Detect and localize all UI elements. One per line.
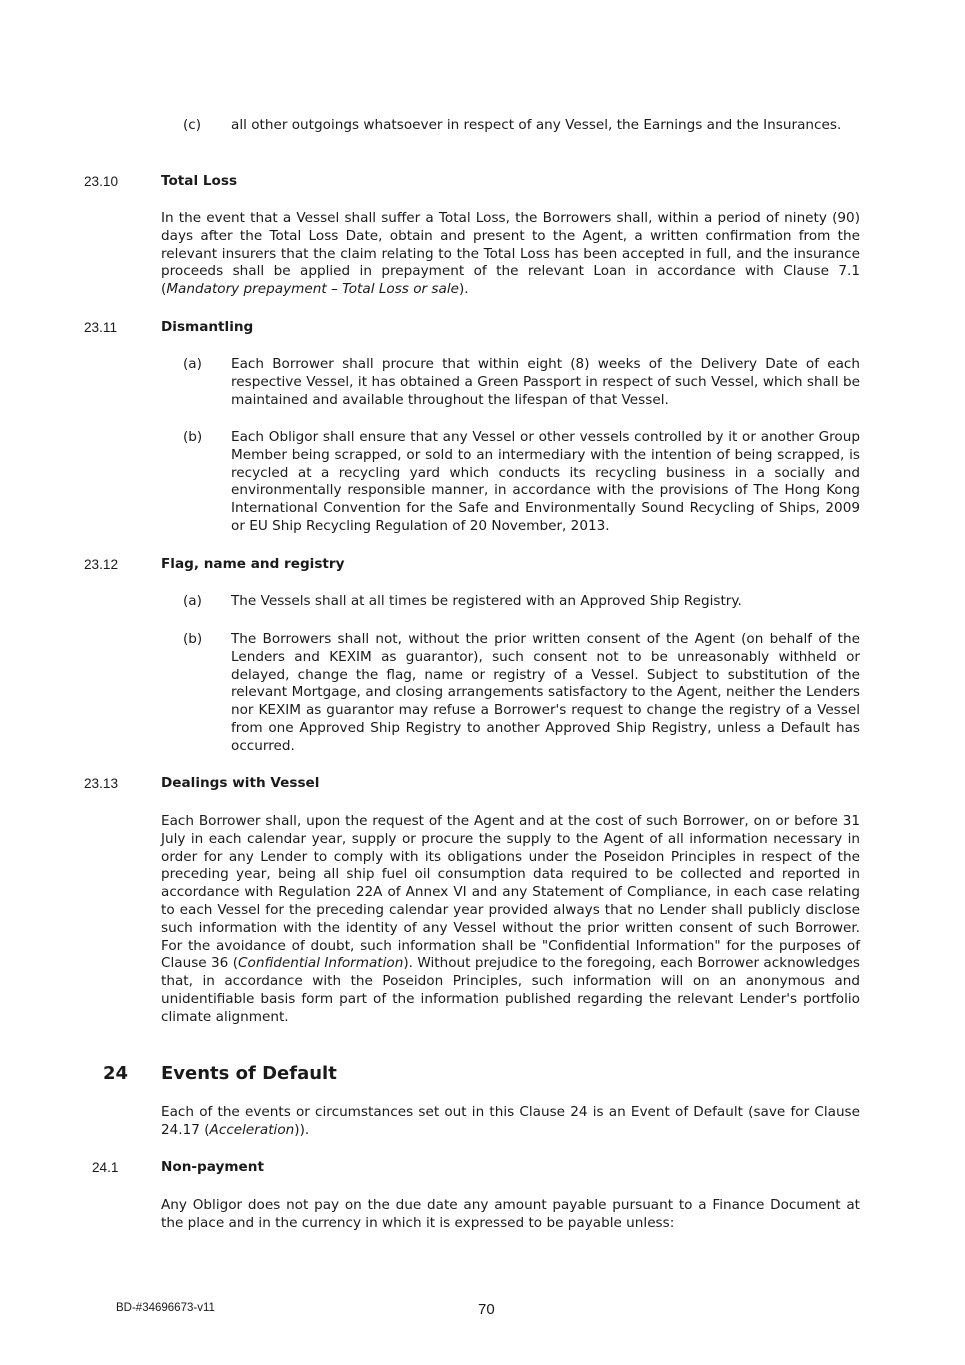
clause-heading-total-loss: Total Loss <box>161 173 238 189</box>
item-label: (a) <box>183 593 202 609</box>
clause-body-events-of-default: Each of the events or circumstances set out in this Clause 24 is an Event of Default (save for Clause 24.17 (Acceleration)). <box>161 1104 860 1138</box>
item-label: (b) <box>183 429 203 445</box>
item-text: Each Obligor shall ensure that any Vessel or other vessels controlled by it or another Group Member being scrapped, or sold to an intermediary with the intention of being scrapped, is recycled at a recycling yard which conducts its recycling business in a socially and environmentally responsible manner, in accordance with the provisions of The Hong Kong International Convention for the Safe and Environmentally Sound Recycling of Ships, 2009 or EU Ship Recycling Regulation of 20 November, 2013. <box>231 429 860 534</box>
clause-number-24: 24 <box>103 1063 129 1084</box>
clause-heading-flag-registry: Flag, name and registry <box>161 556 345 572</box>
clause-heading-dealings: Dealings with Vessel <box>161 775 320 791</box>
document-reference: BD-#34696673-v11 <box>116 1302 215 1314</box>
item-text: The Borrowers shall not, without the prior written consent of the Agent (on behalf of the Lenders and KEXIM as guarantor), such consent not to be unreasonably withheld or delayed, change the flag, name or registry of a Vessel. Subject to substitution of the relevant Mortgage, and closing arrangements satisfactory to the Agent, neither the Lenders nor KEXIM as guarantor may refuse a Borrower's request to change the registry of a Vessel from one Approved Ship Registry to another Approved Ship Registry, unless a Default has occurred. <box>231 631 860 754</box>
clause-number-24-1: 24.1 <box>92 1160 119 1175</box>
item-label: (a) <box>183 356 202 372</box>
page-number: 70 <box>478 1301 495 1318</box>
clause-number-23-11: 23.11 <box>84 320 118 335</box>
item-text: all other outgoings whatsoever in respect of any Vessel, the Earnings and the Insurances. <box>231 117 842 133</box>
item-label: (c) <box>183 117 202 133</box>
clause-number-23-13: 23.13 <box>84 776 119 791</box>
item-label: (b) <box>183 631 203 647</box>
clause-heading-events-of-default: Events of Default <box>161 1063 337 1084</box>
item-text: The Vessels shall at all times be registered with an Approved Ship Registry. <box>231 593 742 609</box>
clause-number-23-12: 23.12 <box>84 557 119 572</box>
clause-heading-dismantling: Dismantling <box>161 319 254 335</box>
clause-number-23-10: 23.10 <box>84 174 119 189</box>
clause-body-non-payment: Any Obligor does not pay on the due date any amount payable pursuant to a Finance Document at the place and in the currency in which it is expressed to be payable unless: <box>161 1197 860 1231</box>
clause-heading-non-payment: Non-payment <box>161 1159 264 1175</box>
clause-body-total-loss: In the event that a Vessel shall suffer a Total Loss, the Borrowers shall, within a period of ninety (90) days after the Total Loss Date, obtain and present to the Agent, a written confirmation from the relevant insurers that the claim relating to the Total Loss has been accepted in full, and the insurance proceeds shall be applied in prepayment of the relevant Loan in accordance with Clause 7.1 (Mandatory prepayment – Total Loss or sale). <box>161 210 860 298</box>
clause-body-dealings: Each Borrower shall, upon the request of the Agent and at the cost of such Borrower, on or before 31 July in each calendar year, supply or procure the supply to the Agent of all information necessary in order for any Lender to comply with its obligations under the Poseidon Principles in respect of the preceding year, being all ship fuel oil consumption data required to be collected and reported in accordance with Regulation 22A of Annex VI and any Statement of Compliance, in each case relating to each Vessel for the preceding calendar year provided always that no Lender shall publicly disclose such information with the identity of any Vessel without the prior written consent of such Borrower. For the avoidance of doubt, such information shall be "Confidential Information" for the purposes of Clause 36 (Confidential Information). Without prejudice to the foregoing, each Borrower acknowledges that, in accordance with the Poseidon Principles, such information will on an anonymous and unidentifiable basis form part of the information published regarding the relevant Lender's portfolio climate alignment. <box>161 813 861 1025</box>
item-text: Each Borrower shall procure that within eight (8) weeks of the Delivery Date of each respective Vessel, it has obtained a Green Passport in respect of such Vessel, which shall be maintained and available throughout the lifespan of that Vessel. <box>231 356 860 408</box>
